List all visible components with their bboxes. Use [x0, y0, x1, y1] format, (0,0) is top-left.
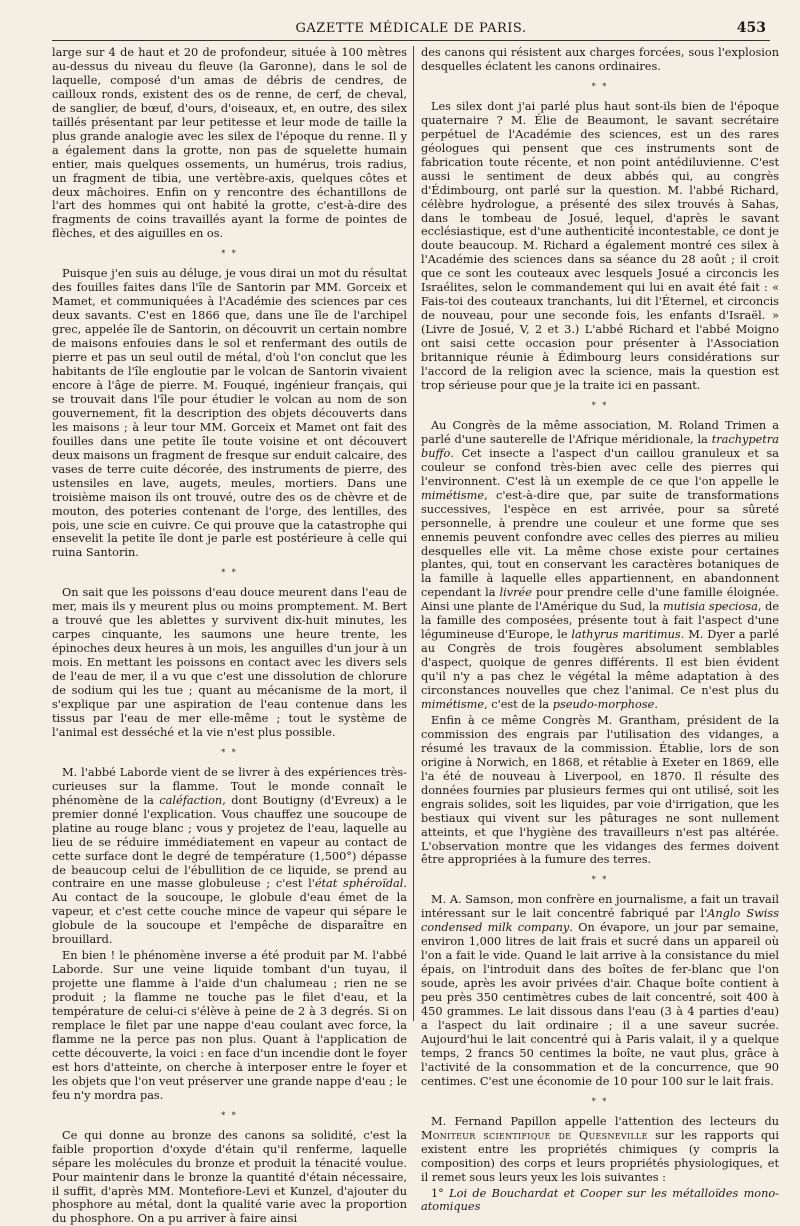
text-run: Enfin à ce même Congrès M. Grantham, président de la commission des engrais par l'utilisation des vidanges, a résumé les travaux de la commission. Établie, lors de son origine à Norwich, en 1868, et rétablie à Exeter en 1869, elle l'a été de nouveau à Liverpool, en 1870. Il résulte des données fournies par plusieurs fermes qui ont utilisé, soit les engrais solides, soit les liquides, par voie d'irrigation, que les bestiaux qui vivent sur les pâturages ne sont nullement atteints, et que l'hygiène des travailleurs n'est pas altérée. L'observation montre que les vidanges des fermes doivent être appropriées à la fumure des terres.: [421, 713, 779, 867]
article-paragraph: [421, 46, 779, 74]
text-run: 1°: [431, 1186, 450, 1200]
article-paragraph: [52, 586, 407, 739]
journal-name: Moniteur scientifique de Quesneville: [421, 1128, 648, 1142]
text-run: . M. Dyer a parlé au Congrès de trois fougères absolument semblables d'aspect, quoique de genres différents. Il est bien évident qu'il n'y a pas chez le végétal la même adaptation à des circonstances nouvelles que chez l'animal. Ce n'est plus du: [421, 628, 779, 698]
text-run: . On évapore, un jour par semaine, environ 1,000 litres de lait frais et sucré dans un appareil où l'on a fait le vide. Quand le lait arrive à la consistance du miel épais, on l'introduit dans des boîtes de fer-blanc que l'on soude, après les avoir privées d'air. Chaque boîte contient à peu près 350 centimètres cubes de lait concentré, soit 400 à 450 grammes. Le lait dissous dans l'eau (3 à 4 parties d'eau) a l'aspect du lait ordinaire ; il a une saveur sucrée. Aujourd'hui le lait concentré qui à Paris valait, il y a quelque temps, 2 francs 50 centimes la boîte, ne vaut plus, grâce à l'activité de la consommation et de la concurrence, que 90 centimes. C'est une économie de 10 pour 100 sur le lait frais.: [421, 921, 779, 1088]
italic-term: trachypetra buffo: [421, 432, 779, 460]
text-run: large sur 4 de haut et 20 de profondeur, située à 100 mètres au-dessus du niveau du fleuve (la Garonne), dans le sol de laquelle, composé d'un amas de débris de cendres, de cailloux ronds, existent des os de renne, de cerf, de cheval, de sanglier, de bœuf, d'ours, d'oiseaux, et, en outre, des silex taillés présentant par leur petitesse et leur mode de taille la plus grande analogie avec les silex de l'époque du renne. Il y a également dans la grotte, non pas de squelette humain entier, mais quelques ossements, un humérus, trois radius, un fragment de tibia, une vertèbre-axis, quelques côtes et deux mâchoires. Enfin on y rencontre des échantillons de l'art des hommes qui ont habité la grotte, c'est-à-dire des fragments de coins travaillés ayant la forme de pointes de flèches, et des aiguilles en os.: [52, 46, 407, 241]
italic-term: livrée: [499, 586, 532, 600]
text-run: , c'est-à-dire que, par suite de transformations successives, l'espèce en est arrivée, pour sa sûreté personnelle, à prendre une couleur et une forme que ses ennemis peuvent confondre avec celles des pierres au milieu desquelles elle vit. La même chose existe pour certaines plantes, qui, tout en conservant les caractères botaniques de la famille à laquelle elles appartiennent, en abandonnent cependant la: [421, 488, 779, 600]
text-run: . Cet insecte a l'aspect d'un caillou granuleux et sa couleur se confond très-bien avec celle des pierres qui l'environnent. C'est là un exemple de ce que l'on appelle le: [421, 446, 779, 488]
column-divider: [413, 46, 414, 1021]
text-run: , de la famille des composées, présente tout à fait l'aspect d'une légumineuse d'Europe, le: [421, 600, 780, 642]
article-paragraph: [52, 1129, 407, 1226]
section-separator: * *: [221, 1110, 238, 1120]
text-run: M. Fernand Papillon appelle l'attention des lecteurs du: [431, 1114, 779, 1128]
article-paragraph: [52, 46, 407, 241]
right-column: [421, 46, 780, 1214]
text-run: Au Congrès de la même association, M. Roland Trimen a parlé d'une sauterelle de l'Afrique méridionale, la: [421, 418, 779, 446]
italic-term: état sphéroïdal: [314, 877, 404, 891]
article-paragraph: [421, 1115, 779, 1185]
page-number: 453: [736, 20, 766, 36]
italic-term: pseudo-morphose: [552, 697, 655, 711]
section-separator: * *: [591, 1096, 609, 1106]
italic-term: lathyrus maritimus: [571, 628, 681, 642]
text-run: . Au contact de la soucoupe, le globule d'eau émet de la vapeur, et c'est cette couche mince de vapeur qui sépare le globule de la soucoupe et l'empêche de disparaître en brouillard.: [52, 877, 407, 947]
italic-term: Anglo Swiss condensed milk company: [421, 907, 779, 935]
text-run: .: [654, 697, 658, 711]
text-run: Les silex dont j'ai parlé plus haut sont-ils bien de l'époque quaternaire ? M. Élie de Beaumont, le savant secrétaire perpétuel de l'Académie des sciences, est un des rares géologues qui pensent que ces instruments sont de fabrication toute récente, et non point antédiluvienne. C'est aussi le sentiment de deux abbés qui, au congrès d'Édimbourg, ont parlé sur la question. M. l'abbé Richard, célèbre hydrologue, a présenté des silex trouvés à Sahas, dans le tombeau de Josué, lequel, d'après le savant ecclésiastique, est d'une authenticité incontestable, ce dont je doute beaucoup. M. Richard a également montré ces silex à l'Académie des sciences dans sa séance du 28 août ; il croit que ce sont les couteaux avec lesquels Josué a circoncis les Israélites, selon le commandement qui lui en avait été fait : « Fais-toi des couteaux tranchants, lui dit l'Éternel, et circoncis de nouveau, pour une seconde fois, les enfants d'Israël. » (Livre de Josué, V, 2 et 3.) L'abbé Richard et l'abbé Moigno ont saisi cette occasion pour présenter à l'Association britannique réunie à Édimbourg leurs considérations sur l'accord de la religion avec la science, mais la question est trop sérieuse pour que je la traite ici en passant.: [421, 99, 779, 392]
text-run: Puisque j'en suis au déluge, je vous dirai un mot du résultat des fouilles faites dans l'île de Santorin par MM. Gorceix et Mamet, et communiquées à l'Académie des sciences par ces deux savants. C'est en 1866 que, dans une île de l'archipel grec, appelée île de Santorin, on découvrit un certain nombre de maisons enfouies dans le sol et renfermant des outils de pierre et pas un seul outil de métal, d'où l'on conclut que les habitants de l'île engloutie par le volcan de Santorin vivaient encore à l'âge de pierre. M. Fouqué, ingénieur français, qui se trouvait dans l'île pour étudier le volcan au nom de son gouvernement, fit la description des objets découverts dans les maisons ; à leur tour MM. Gorceix et Mamet ont fait des fouilles dans une petite île toute voisine et ont découvert deux maisons un fragment de fresque sur enduit calcaire, des vases de terre cuite décorée, des instruments de pierre, des ustensiles en lave, augets, meules, mortiers. Dans une troisième maison ils ont trouvé, outre des os de chèvre et de mouton, des poteries contenant de l'orge, des lentilles, des pois, une scie en cuivre. Ce qui prouve que la catastrophe qui ensevelit la petite île dont je parle est postérieure à celle qui ruina Santorin.: [52, 267, 407, 560]
page-header: [52, 18, 770, 41]
italic-term: caléfaction: [159, 793, 223, 807]
section-separator: * *: [591, 875, 609, 885]
article-paragraph: [52, 949, 407, 1102]
italic-term: Loi de Bouchardat et Cooper sur les métalloïdes mono-atomiques: [421, 1186, 779, 1214]
italic-term: mutisia speciosa: [662, 600, 758, 614]
text-run: M. l'abbé Laborde vient de se livrer à des expériences très-curieuses sur la flamme. Tout le monde connaît le phénomène de la: [52, 765, 407, 807]
section-separator: * *: [221, 249, 238, 259]
article-paragraph: [421, 893, 779, 1088]
text-run: M. A. Samson, mon confrère en journalisme, a fait un travail intéressant sur le lait concentré fabriqué par l': [421, 893, 779, 921]
text-run: pour prendre celle d'une famille éloignée. Ainsi une plante de l'Amérique du Sud, la: [421, 586, 779, 614]
text-run: Ce qui donne au bronze des canons sa solidité, c'est la faible proportion d'oxyde d'étain qu'il renferme, laquelle sépare les molécules du bronze et produit la ténacité voulue. Pour maintenir dans le bronze la quantité d'étain nécessaire, il suffit, d'après MM. Montefiore-Levi et Kunzel, d'ajouter du phosphore au métal, dont la qualité varie avec la proportion du phosphore. On a pu arriver à faire ainsi: [52, 1128, 407, 1226]
article-paragraph: [421, 714, 779, 867]
article-paragraph: [52, 267, 407, 560]
italic-term: mimétisme: [421, 488, 485, 502]
article-paragraph: [52, 766, 407, 947]
left-column: [52, 46, 407, 1226]
journal-title: GAZETTE MÉDICALE DE PARIS.: [295, 21, 527, 36]
text-run: En bien ! le phénomène inverse a été produit par M. l'abbé Laborde. Sur une veine liquide tombant d'un tuyau, il projette une flamme à l'aide d'un chalumeau ; rien ne se produit ; la flamme ne touche pas le filet d'eau, et la température de celui-ci s'élève à peine de 2 à 3 degrés. Si on remplace le filet par une nappe d'eau coulant avec force, la flamme ne la perce pas non plus. Quant à l'application de cette découverte, la voici : en face d'un incendie dont le foyer est hors d'atteinte, on cherche à interposer entre le foyer et les objets que l'on veut préserver une grande nappe d'eau ; le feu n'y mordra pas.: [52, 949, 407, 1102]
text-run: , dont Boutigny (d'Evreux) a le premier donné l'explication. Vous chauffez une soucoupe de platine au rouge blanc ; vous y projetez de l'eau, laquelle au lieu de se réduire immédiatement en vapeur au contact de cette surface dont le degré de température (1,500°) dépasse de beaucoup celui de l'ébullition de ce liquide, se prend au contraire en une masse globuleuse ; c'est l': [52, 793, 407, 891]
article-paragraph: [421, 419, 779, 712]
section-separator: * *: [591, 400, 609, 410]
text-run: sur les rapports qui existent entre les propriétés chimiques (y compris la composition) des corps et leurs propriétés physiologiques, et il remet sous leurs yeux les lois suivantes :: [421, 1128, 779, 1184]
section-separator: * *: [591, 81, 609, 91]
text-run: On sait que les poissons d'eau douce meurent dans l'eau de mer, mais ils y meurent plus ou moins promptement. M. Bert a trouvé que les ablettes y survivent dix-huit minutes, les carpes cinquante, les saumons une heure trente, les épinoches deux heures à un mois, les anguilles d'un jour à un mois. En mettant les poissons en contact avec les divers sels de l'eau de mer, il a vu que c'est une dissolution de chlorure de sodium qui les tue ; quant au mécanisme de la mort, il s'explique par une aspiration de l'eau contenue dans les tissus par l'eau de mer elle-même ; tout le système de l'animal est desséché et la vie n'est plus possible.: [52, 586, 407, 739]
article-paragraph: [421, 1187, 779, 1215]
section-separator: * *: [221, 568, 238, 578]
article-paragraph: [421, 100, 779, 393]
text-run: des canons qui résistent aux charges forcées, sous l'explosion desquelles éclatent les canons ordinaires.: [421, 46, 779, 73]
italic-term: mimétisme: [421, 697, 485, 711]
text-run: , c'est de la: [484, 697, 553, 711]
section-separator: * *: [221, 747, 238, 757]
